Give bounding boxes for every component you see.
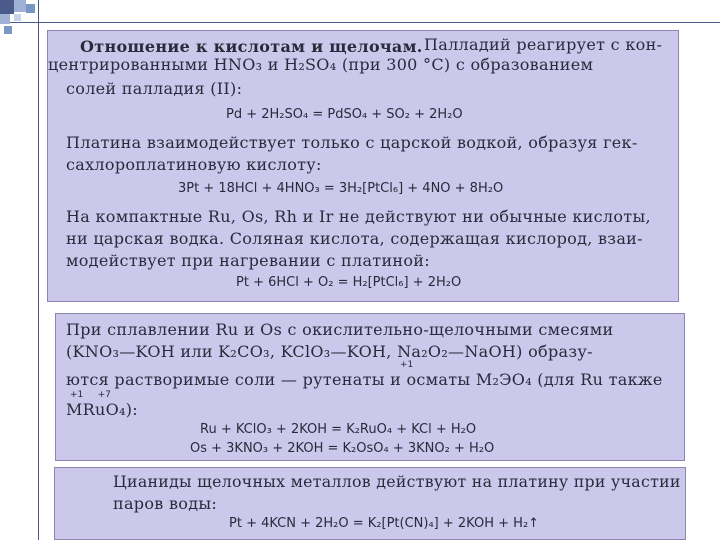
text-line: Палладий реагирует с кон- [424, 35, 663, 54]
oxidation-state: +1 +7 [70, 390, 111, 400]
equation: Os + 3KNO₃ + 2KOH = K₂OsO₄ + 3KNO₂ + H₂O [190, 441, 495, 456]
section-heading: Отношение к кислотам и щелочам. [80, 37, 423, 56]
acids-panel [47, 30, 679, 302]
text-line: На компактные Ru, Os, Rh и Ir не действуют ни обычные кислоты, [66, 207, 651, 226]
equation: Ru + KClO₃ + 2KOH = K₂RuO₄ + KCl + H₂O [200, 422, 477, 437]
decor-vertical-line [38, 0, 39, 540]
oxidation-state: +1 [400, 360, 414, 370]
decor-horizontal-line [0, 22, 720, 23]
decor-square [0, 0, 14, 14]
text-line: паров воды: [113, 494, 218, 513]
text-line: MRuO₄): [66, 400, 138, 419]
text-line: Платина взаимодействует только с царской водкой, образуя гек- [66, 133, 638, 152]
decor-square [4, 26, 12, 34]
decor-square [14, 14, 21, 21]
decor-square [14, 0, 26, 12]
equation: Pd + 2H₂SO₄ = PdSO₄ + SO₂ + 2H₂O [226, 107, 463, 122]
text-line: модействует при нагревании с платиной: [66, 251, 430, 270]
equation: 3Pt + 18HCl + 4HNO₃ = 3H₂[PtCl₆] + 4NO + 8H₂O [178, 181, 504, 196]
decor-square [0, 14, 10, 24]
text-line: Цианиды щелочных металлов действуют на платину при участии [113, 472, 681, 491]
text-line: (KNO₃—KOH или K₂CO₃, KClO₃—KOH, Na₂O₂—NaOH) образу- [66, 342, 593, 361]
text-line: сахлороплатиновую кислоту: [66, 155, 322, 174]
text-line: солей палладия (II): [66, 79, 243, 98]
fusion-panel [55, 313, 685, 461]
text-line: При сплавлении Ru и Os с окислительно-щелочными смесями [66, 320, 614, 339]
equation: Pt + 6HCl + O₂ = H₂[PtCl₆] + 2H₂O [236, 275, 462, 290]
equation: Pt + 4KCN + 2H₂O = K₂[Pt(CN)₄] + 2KOH + H₂↑ [229, 516, 540, 531]
cyanide-panel [54, 467, 686, 540]
text-line: ни царская водка. Соляная кислота, содержащая кислород, взаи- [66, 229, 643, 248]
decor-square [26, 4, 35, 13]
text-line: центрированными HNO₃ и H₂SO₄ (при 300 °С) с образованием [48, 55, 594, 74]
text-line: ются растворимые соли — рутенаты и осматы M₂ЭO₄ (для Ru также [66, 370, 663, 389]
